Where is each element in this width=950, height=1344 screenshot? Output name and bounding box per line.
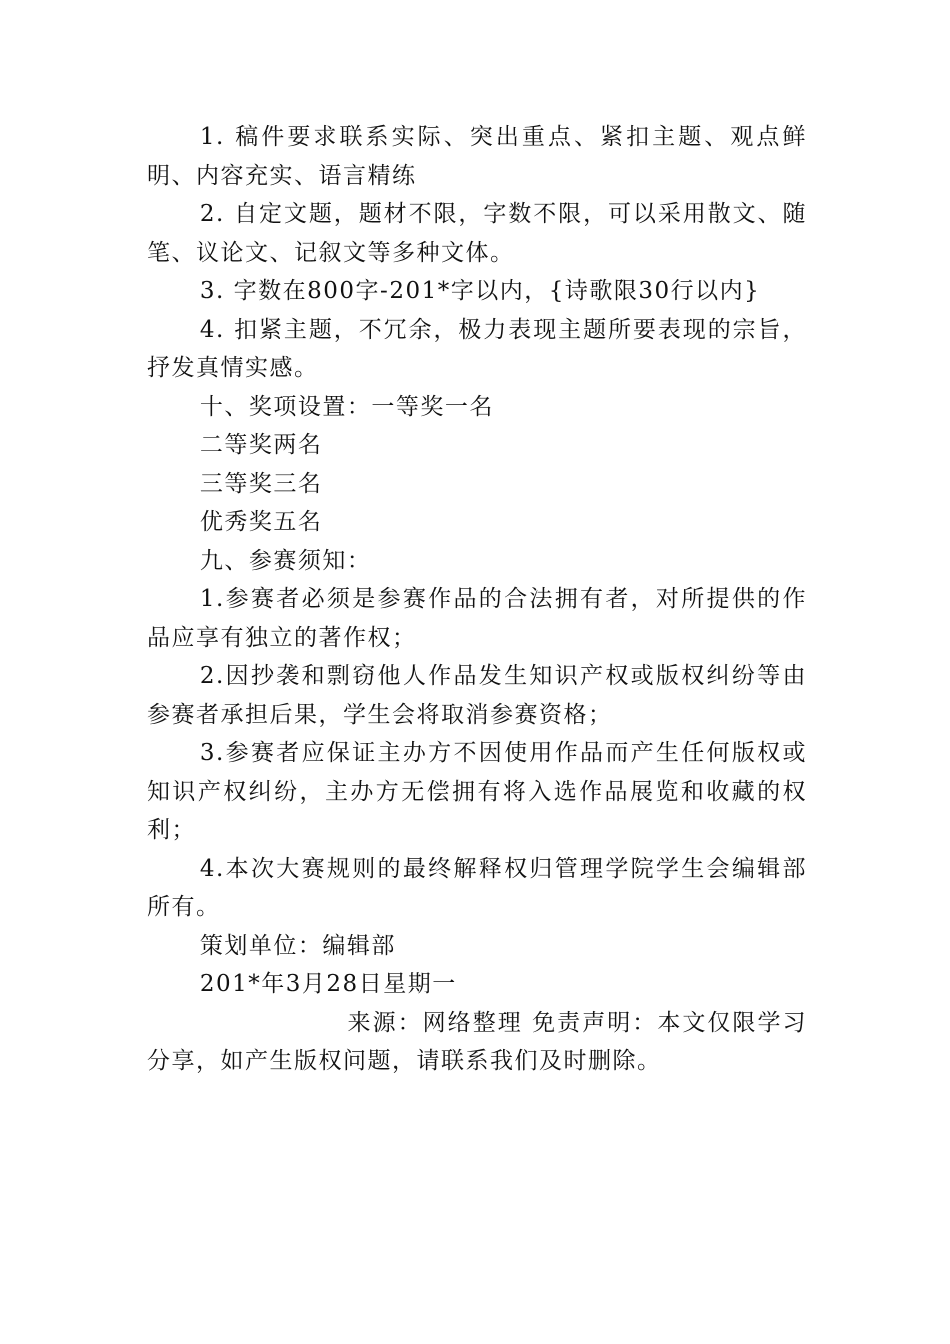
notice-heading: 九、参赛须知：	[199, 547, 372, 574]
award-excellence: 优秀奖五名	[199, 509, 323, 535]
source-disclaimer-text: 来源：网络整理 免责声明：本文仅限学习分享，如产生版权问题，请联系我们及时删除。	[147, 1009, 807, 1074]
awards-heading: 十、奖项设置：一等奖一名	[199, 393, 494, 420]
requirement-3: 3. 字数在800字-201*字以内，{诗歌限30行以内}	[199, 278, 761, 304]
organizer-line: 策划单位：编辑部	[199, 932, 396, 959]
notice-4: 4.本次大赛规则的最终解释权归管理学院学生会编辑部所有。	[147, 855, 807, 920]
notice-3: 3.参赛者应保证主办方不因使用作品而产生任何版权或知识产权纠纷，主办方无偿拥有将入选作品展览和收藏的权利；	[147, 740, 807, 843]
source-disclaimer	[147, 1004, 807, 1081]
award-second: 二等奖两名	[199, 432, 323, 458]
requirement-1: 1. 稿件要求联系实际、突出重点、紧扣主题、观点鲜明、内容充实、语言精练	[147, 124, 807, 189]
notice-2: 2.因抄袭和剽窃他人作品发生知识产权或版权纠纷等由参赛者承担后果，学生会将取消参赛资格；	[147, 663, 807, 728]
requirement-4: 4. 扣紧主题，不冗余，极力表现主题所要表现的宗旨，抒发真情实感。	[147, 316, 807, 381]
date-line: 201*年3月28日星期一	[199, 971, 457, 997]
award-third: 三等奖三名	[199, 470, 323, 497]
requirement-2: 2. 自定文题，题材不限，字数不限，可以采用散文、随笔、议论文、记叙文等多种文体。	[147, 201, 807, 266]
notice-1: 1.参赛者必须是参赛作品的合法拥有者，对所提供的作品应享有独立的著作权；	[147, 586, 807, 651]
document-body	[147, 118, 807, 1081]
